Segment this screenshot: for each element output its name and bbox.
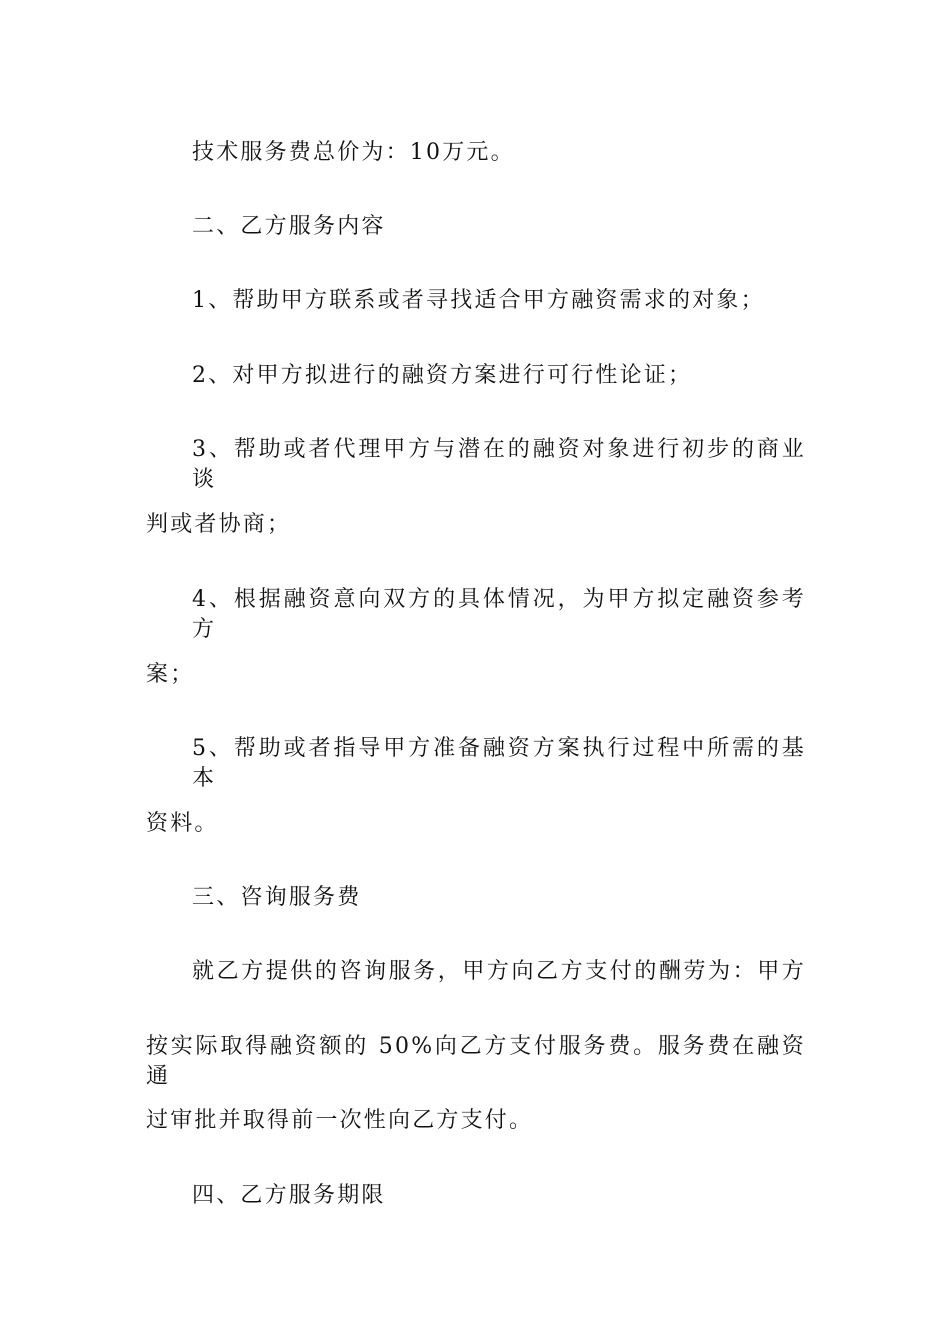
paragraph-fee-line-1: 就乙方提供的咨询服务，甲方向乙方支付的酬劳为：甲方 xyxy=(192,959,806,984)
list-item-3-line-1: 3、帮助或者代理甲方与潜在的融资对象进行初步的商业谈 xyxy=(192,437,806,492)
list-item-5-line-1: 5、帮助或者指导甲方准备融资方案执行过程中所需的基本 xyxy=(192,736,806,791)
list-item-4-line-2: 案； xyxy=(146,662,195,687)
text-line-fee-total: 技术服务费总价为：10万元。 xyxy=(192,140,515,165)
section-heading-service-content: 二、乙方服务内容 xyxy=(192,214,386,239)
list-item-3-line-2: 判或者协商； xyxy=(146,512,292,537)
section-heading-service-period: 四、乙方服务期限 xyxy=(192,1183,386,1208)
list-item-1: 1、帮助甲方联系或者寻找适合甲方融资需求的对象； xyxy=(192,288,765,313)
section-heading-consulting-fee: 三、咨询服务费 xyxy=(192,885,362,910)
paragraph-fee-line-3: 过审批并取得前一次性向乙方支付。 xyxy=(146,1108,534,1133)
list-item-4-line-1: 4、根据融资意向双方的具体情况，为甲方拟定融资参考方 xyxy=(192,587,806,642)
paragraph-fee-line-2: 按实际取得融资额的 50%向乙方支付服务费。服务费在融资通 xyxy=(146,1034,806,1089)
list-item-5-line-2: 资料。 xyxy=(146,811,219,836)
list-item-2: 2、对甲方拟进行的融资方案进行可行性论证； xyxy=(192,363,693,388)
